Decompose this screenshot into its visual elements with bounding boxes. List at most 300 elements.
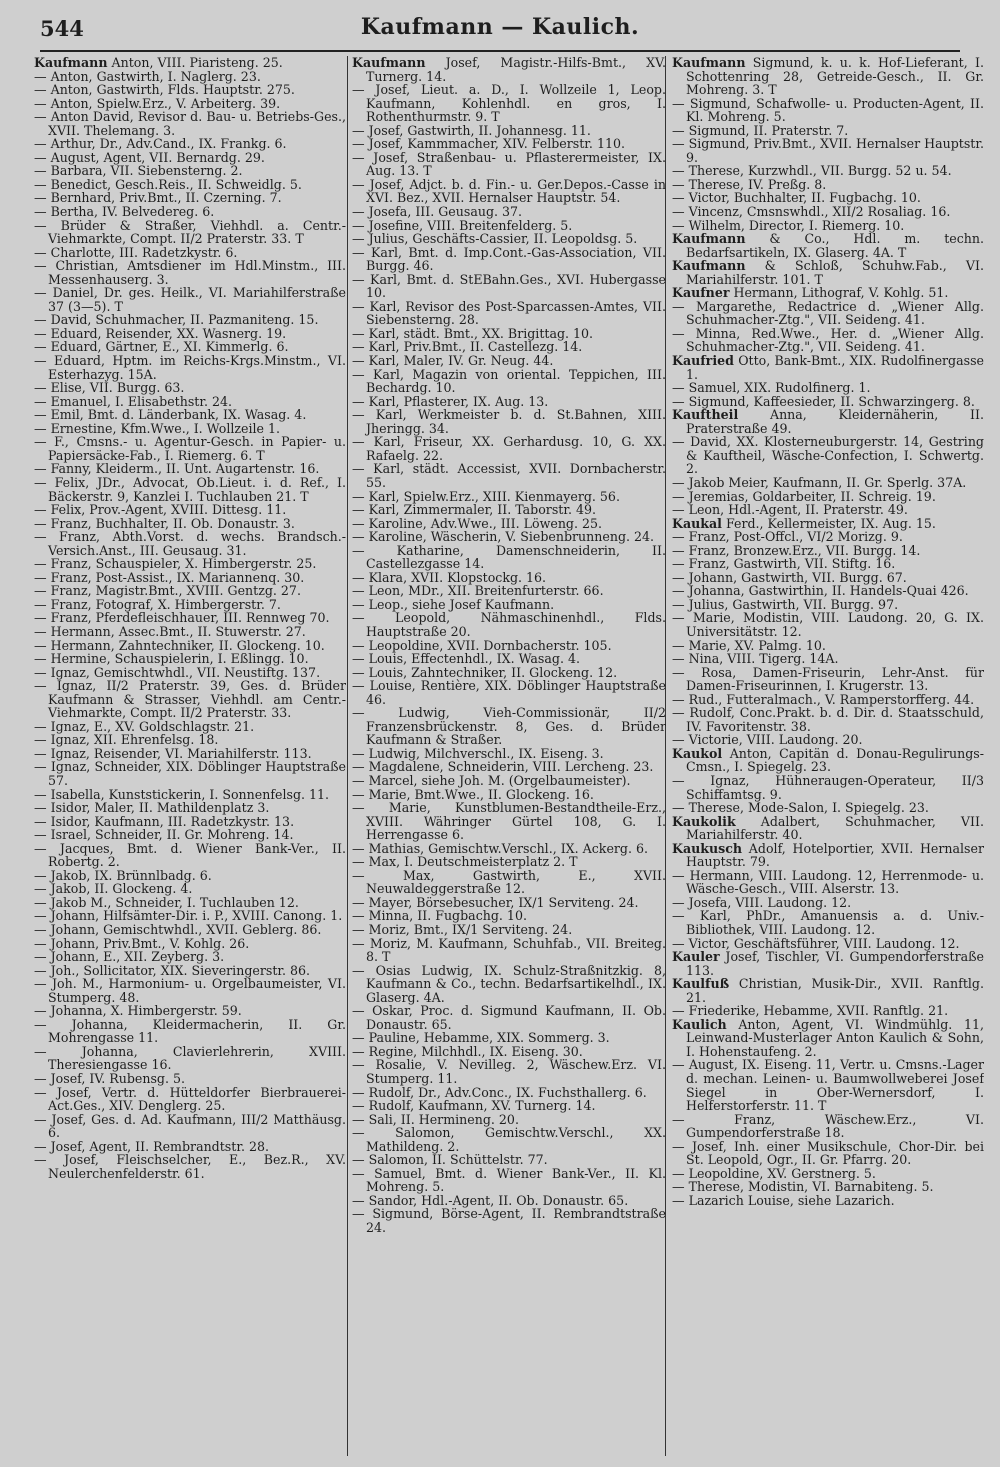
entry-text: Ferd., Kellermeister, IX. Aug. 15. (725, 515, 936, 531)
directory-entry (352, 923, 666, 937)
surname-heading: Kaufmann (672, 56, 746, 70)
entry-text: — Minna, II. Fugbachg. 10. (352, 908, 527, 924)
entry-text: Anton, VIII. Piaristeng. 25. (111, 56, 283, 70)
directory-entry (672, 178, 984, 192)
directory-entry (352, 395, 666, 409)
entry-text: — Hermine, Schauspielerin, I. Eßlingg. 10. (34, 651, 309, 667)
directory-entry (352, 855, 666, 869)
directory-entry (352, 1086, 666, 1100)
directory-entry (672, 435, 984, 476)
column-2 (352, 56, 666, 1456)
entry-text: — Bertha, IV. Belvedereg. 6. (34, 204, 215, 220)
entry-text: — Eduard, Gärtner, E., XI. Kimmerlg. 6. (34, 339, 289, 355)
directory-entry (352, 706, 666, 747)
entry-text: — Johanna, Gastwirthin, II. Handels-Quai 426. (672, 583, 969, 599)
directory-entry (352, 896, 666, 910)
directory-entry (352, 178, 666, 205)
directory-entry (672, 327, 984, 354)
directory-entry (34, 259, 346, 286)
entry-text: — Ignaz, Reisender, VI. Mariahilferstr. 113. (34, 745, 312, 761)
directory-entry (34, 1004, 346, 1018)
directory-entry (34, 191, 346, 205)
entry-text: — Samuel, XIX. Rudolfinerg. 1. (672, 380, 871, 396)
directory-entry (352, 964, 666, 1005)
entry-text: — Pauline, Hebamme, XIX. Sommerg. 3. (352, 1030, 610, 1046)
directory-entry (34, 923, 346, 937)
directory-entry (34, 882, 346, 896)
entry-text: — Johann, Gemischtwhdl., XVII. Geblerg. 86. (34, 922, 322, 937)
directory-entry (672, 530, 984, 544)
entry-text: — Therese, Modistin, VI. Barnabiteng. 5. (672, 1179, 934, 1195)
entry-text: — Rosa, Damen-Friseurin, Lehr-Anst. für Damen-Friseurinnen, I. Krugerstr. 13. (672, 664, 984, 694)
entry-text: — Sali, II. Hermineng. 20. (352, 1111, 519, 1127)
directory-entry (352, 639, 666, 653)
entry-text: — David, Schuhmacher, II. Pazmaniteng. 15. (34, 312, 319, 328)
directory-entry (34, 313, 346, 327)
directory-entry (352, 747, 666, 761)
directory-entry (34, 164, 346, 178)
surname-heading: Kaukal (672, 515, 722, 531)
directory-entry (672, 584, 984, 598)
directory-entry (672, 693, 984, 707)
surname-heading: Kaulfuß (672, 976, 730, 992)
entry-text: — Eduard, Hptm. im Reichs-Krgs.Minstm., VI. Esterhazyg. 15A. (34, 353, 346, 382)
entry-text: — Minna, Red.Wwe., Her. d. „Wiener Allg. Schuhmacher-Ztg.", VII. Seideng. 41. (672, 325, 984, 355)
entry-text: — Salomon, Gemischtw.Verschl., XX. Mathildeng. 2. (352, 1125, 666, 1154)
entry-text: — Mathias, Gemischtw.Verschl., IX. Ackerg. 6. (352, 840, 648, 856)
directory-entry (672, 909, 984, 936)
entry-text: — Ignaz, E., XV. Goldschlagstr. 21. (34, 718, 255, 734)
directory-entry (672, 896, 984, 910)
directory-entry (34, 625, 346, 639)
entry-text: — Karoline, Adv.Wwe., III. Löweng. 25. (352, 515, 603, 531)
entry-text: — Rudolf, Conc.Prakt. b. d. Dir. d. Staatsschuld, IV. Favoritenstr. 38. (672, 705, 984, 734)
directory-entry (352, 300, 666, 327)
directory-entry (672, 869, 984, 896)
entry-text: — Nina, VIII. Tigerg. 14A. (672, 651, 839, 667)
entry-text: — Julius, Geschäfts-Cassier, II. Leopoldsg. 5. (352, 231, 638, 247)
entry-text: — Klara, XVII. Klopstockg. 16. (352, 569, 547, 585)
entry-text: — Franz, Fotograf, X. Himbergerstr. 7. (34, 596, 281, 612)
entry-text: — Josef, Ges. d. Ad. Kaufmann, III/2 Matthäusg. 6. (34, 1111, 346, 1141)
entry-text: — Karl, Pflasterer, IX. Aug. 13. (352, 393, 549, 409)
entry-text: Adalbert, Schuhmacher, VII. Mariahilferstr. 40. (686, 813, 984, 843)
entry-text: — Marie, Kunstblumen-Bestandtheile-Erz., XVIII. Währinger Gürtel 108, G. I. Herrengasse 6. (352, 800, 666, 843)
surname-heading: Kaufmann (34, 56, 108, 70)
entry-text: — Isidor, Kaufmann, III. Radetzkystr. 13. (34, 813, 295, 829)
directory-entry (352, 517, 666, 531)
directory-entry (672, 544, 984, 558)
directory-entry (34, 869, 346, 883)
directory-entry (672, 639, 984, 653)
directory-entry (672, 774, 984, 801)
entry-text: — Johann, Gastwirth, VII. Burgg. 67. (672, 569, 907, 585)
entry-text: — Leopold, Nähmaschinenhdl., Flds. Hauptstraße 20. (352, 610, 666, 639)
surname-heading: Kauler (672, 949, 720, 965)
directory-entry (672, 205, 984, 219)
entry-text: — Johanna, X. Himbergerstr. 59. (34, 1003, 242, 1019)
directory-entry (352, 530, 666, 544)
directory-entry (34, 530, 346, 557)
directory-entry (672, 381, 984, 395)
directory-entry (352, 1153, 666, 1167)
entry-text: — Karl, Revisor des Post-Sparcassen-Amtes, VII. Siebensterng. 28. (352, 298, 666, 328)
directory-entry (352, 652, 666, 666)
entry-text: — August, Agent, VII. Bernardg. 29. (34, 149, 265, 165)
directory-entry (34, 598, 346, 612)
entry-text: — August, IX. Eiseng. 11, Vertr. u. Cmsns.-Lager d. mechan. Leinen- u. Baumwollweberei Josef Siegel in Ober-Wernersdorf, I. Helferstorferstr. 11. T (672, 1057, 984, 1114)
entry-text: — Benedict, Gesch.Reis., II. Schweidlg. 5. (34, 176, 302, 192)
entry-text: — Leop., siehe Josef Kaufmann. (352, 596, 555, 612)
entry-text: — Rudolf, Kaufmann, XV. Turnerg. 14. (352, 1098, 596, 1114)
directory-entry (352, 340, 666, 354)
directory-entry (34, 1113, 346, 1140)
directory-entry (34, 1140, 346, 1154)
directory-entry (34, 801, 346, 815)
entry-text: — Josef, Straßenbau- u. Pflasterermeister, IX. Aug. 13. T (352, 149, 666, 179)
entry-text: — Marie, Bmt.Wwe., II. Glockeng. 16. (352, 786, 594, 802)
entry-text: — Ignaz, Gemischtwhdl., VII. Neustiftg. 137. (34, 664, 321, 680)
entry-text: — Karl, Priv.Bmt., II. Castellezg. 14. (352, 339, 583, 355)
directory-entry (34, 286, 346, 313)
directory-entry (34, 422, 346, 436)
entry-text: — Franz, Post-Offcl., VI/2 Morizg. 9. (672, 529, 903, 545)
entry-text: Hermann, Lithograf, V. Kohlg. 51. (733, 285, 949, 301)
directory-entry (672, 937, 984, 951)
directory-entry (672, 490, 984, 504)
directory-entry (34, 205, 346, 219)
entry-text: — Karl, Bmt. d. Imp.Cont.-Gas-Association, VII. Burgg. 46. (352, 244, 666, 274)
directory-entry (352, 1194, 666, 1208)
directory-entry (352, 666, 666, 680)
entry-text: — Julius, Gastwirth, VII. Burgg. 97. (672, 596, 899, 612)
directory-entry (34, 788, 346, 802)
entry-text: — Lazarich Louise, siehe Lazarich. (672, 1192, 895, 1208)
directory-entry (352, 598, 666, 612)
directory-entry (34, 151, 346, 165)
directory-entry (34, 137, 346, 151)
entry-text: — David, XX. Klosterneuburgerstr. 14, Gestring & Kauftheil, Wäsche-Confection, I. Schwertg. 2. (672, 434, 984, 477)
entry-text: & Co., Hdl. m. techn. Bedarfsartikeln, IX. Glaserg. 4A. T (686, 231, 984, 260)
entry-text: — Jakob M., Schneider, I. Tuchlauben 12. (34, 894, 299, 910)
entry-text: — Rud., Futteralmach., V. Ramperstorfferg. 44. (672, 691, 975, 707)
directory-entry (34, 815, 346, 829)
entry-text: — Franz, Buchhalter, II. Ob. Donaustr. 3. (34, 515, 295, 531)
directory-entry (672, 706, 984, 733)
directory-entry (34, 178, 346, 192)
directory-entry (672, 842, 984, 869)
directory-entry (672, 977, 984, 1004)
entry-text: — Johann, E., XII. Zeyberg. 3. (34, 949, 225, 965)
entry-text: — Josef, Agent, II. Rembrandtstr. 28. (34, 1138, 270, 1154)
entry-text: — Fanny, Kleiderm., II. Unt. Augartenstr. 16. (34, 461, 320, 477)
entry-text: — Franz, Schauspieler, X. Himbergerstr. 25. (34, 556, 317, 572)
entry-text: — Elise, VII. Burgg. 63. (34, 380, 185, 396)
directory-entry (672, 1180, 984, 1194)
page-number: 544 (40, 16, 84, 41)
directory-entry (672, 950, 984, 977)
directory-entry (672, 56, 984, 97)
entry-text: — Karl, PhDr., Amanuensis a. d. Univ.-Bibliothek, VIII. Laudong. 12. (672, 908, 984, 937)
entry-text: — Josef, Fleischselcher, E., Bez.R., XV. Neulerchenfelderstr. 61. (34, 1152, 346, 1181)
entry-text: — Salomon, II. Schüttelstr. 77. (352, 1152, 548, 1168)
entry-text: — Jacques, Bmt. d. Wiener Bank-Ver., II. Robertg. 2. (34, 840, 346, 870)
directory-entry (34, 652, 346, 666)
directory-entry (672, 747, 984, 774)
directory-entry (34, 1072, 346, 1086)
directory-entry (352, 56, 666, 83)
directory-entry (34, 354, 346, 381)
entry-text: — Sigmund, Börse-Agent, II. Rembrandtstraße 24. (352, 1206, 666, 1236)
directory-entry (34, 83, 346, 97)
surname-heading: Kaufner (672, 285, 730, 301)
entry-text: — Franz, Wäschew.Erz., VI. Gumpendorferstraße 18. (672, 1111, 984, 1141)
entry-text: — Therese, Mode-Salon, I. Spiegelg. 23. (672, 800, 929, 816)
directory-entry (352, 611, 666, 638)
entry-text: Anna, Kleidernäherin, II. Praterstraße 49. (686, 407, 984, 436)
directory-entry (352, 246, 666, 273)
directory-entry (672, 503, 984, 517)
entry-text: — Magdalene, Schneiderin, VIII. Lercheng. 23. (352, 759, 654, 775)
entry-text: — Hermann, Zahntechniker, II. Glockeng. 10. (34, 637, 325, 653)
directory-entry (34, 219, 346, 246)
directory-entry (34, 571, 346, 585)
directory-entry (34, 909, 346, 923)
directory-entry (34, 977, 346, 1004)
directory-entry (672, 1167, 984, 1181)
directory-entry (352, 571, 666, 585)
directory-entry (672, 652, 984, 666)
directory-entry (352, 788, 666, 802)
directory-entry (34, 381, 346, 395)
directory-entry (34, 395, 346, 409)
directory-entry (672, 571, 984, 585)
entry-text: — Karoline, Wäscherin, V. Siebenbrunneng. 24. (352, 529, 655, 545)
entry-text: — Karl, Zimmermaler, II. Taborstr. 49. (352, 502, 597, 518)
entry-text: — Therese, IV. Preßg. 8. (672, 176, 827, 192)
entry-text: — Isidor, Maler, II. Mathildenplatz 3. (34, 800, 270, 816)
directory-entry (34, 503, 346, 517)
directory-entry (34, 842, 346, 869)
directory-entry (672, 354, 984, 381)
entry-text: — Charlotte, III. Radetzkystr. 6. (34, 244, 238, 260)
entry-text: — Louis, Effectenhdl., IX. Wasag. 4. (352, 651, 580, 667)
entry-text: — Sigmund, Kaffeesieder, II. Schwarzingerg. 8. (672, 393, 975, 409)
entry-text: — Leopoldine, XVII. Dornbacherstr. 105. (352, 637, 612, 653)
entry-text: — Anton David, Revisor d. Bau- u. Betriebs-Ges., XVII. Thelemang. 3. (34, 109, 346, 138)
entry-text: — Mayer, Börsebesucher, IX/1 Serviteng. 24. (352, 894, 639, 910)
directory-entry (352, 354, 666, 368)
entry-text: Josef, Tischler, VI. Gumpendorferstraße 113. (686, 949, 984, 978)
entry-text: — Franz, Post-Assist., IX. Mariannenq. 30. (34, 569, 305, 585)
directory-entry (672, 611, 984, 638)
directory-entry (352, 842, 666, 856)
directory-entry (672, 97, 984, 124)
entry-text: — Sigmund, Priv.Bmt., XVII. Hernalser Hauptstr. 9. (672, 136, 984, 165)
entry-text: — Barbara, VII. Siebensterng. 2. (34, 163, 243, 179)
entry-text: — Josefine, VIII. Breitenfelderg. 5. (352, 217, 573, 233)
directory-entry (672, 219, 984, 233)
entry-text: — Eduard, Reisender, XX. Wasnerg. 19. (34, 325, 287, 341)
entry-text: — Daniel, Dr. ges. Heilk., VI. Mariahilferstraße 37 (3—5). T (34, 285, 346, 314)
entry-text: — Jakob, II. Glockeng. 4. (34, 881, 193, 897)
entry-text: — Karl, Spielw.Erz., XIII. Kienmayerg. 56. (352, 488, 620, 504)
entry-text: — Franz, Gastwirth, VII. Stiftg. 16. (672, 556, 896, 572)
directory-entry (34, 1045, 346, 1072)
header-rule (40, 50, 960, 52)
directory-entry (352, 83, 666, 124)
entry-text: — Max, Gastwirth, E., XVII. Neuwaldeggerstraße 12. (352, 867, 666, 897)
directory-entry (34, 557, 346, 571)
directory-entry (352, 1126, 666, 1153)
entry-text: — Leopoldine, XV. Gerstnerg. 5. (672, 1165, 876, 1181)
directory-entry (352, 205, 666, 219)
entry-text: — Samuel, Bmt. d. Wiener Bank-Ver., II. Kl. Mohreng. 5. (352, 1165, 666, 1195)
entry-text: — Margarethe, Redactrice d. „Wiener Allg. Schuhmacher-Ztg.", VII. Seideng. 41. (672, 298, 984, 328)
directory-entry (352, 869, 666, 896)
entry-text: — Sandor, Hdl.-Agent, II. Ob. Donaustr. 65. (352, 1192, 629, 1208)
entry-text: — Brüder & Straßer, Viehhdl. a. Centr.-Viehmarkte, Compt. II/2 Praterstr. 33. T (34, 217, 346, 247)
entry-text: Anton, Agent, VI. Windmühlg. 11, Leinwand-Musterlager Anton Kaulich & Sohn, I. Hohenstaufeng. 2. (686, 1016, 984, 1059)
entry-text: — Wilhelm, Director, I. Riemerg. 10. (672, 217, 905, 233)
directory-entry (34, 950, 346, 964)
directory-entry (34, 828, 346, 842)
entry-text: Adolf, Hotelportier, XVII. Hernalser Hauptstr. 79. (686, 840, 984, 870)
surname-heading: Kaufmann (672, 258, 746, 274)
column-1 (34, 56, 346, 1456)
directory-entry (672, 1018, 984, 1059)
entry-text: — Karl, Friseur, XX. Gerhardusg. 10, G. XX. Rafaelg. 22. (352, 434, 666, 463)
entry-text: — Friederike, Hebamme, XVII. Ranftlg. 21. (672, 1003, 949, 1019)
entry-text: — Josef, IV. Rubensg. 5. (34, 1071, 186, 1087)
directory-entry (352, 462, 666, 489)
directory-entry (34, 435, 346, 462)
entry-text: — Moriz, M. Kaufmann, Schuhfab., VII. Breiteg. 8. T (352, 935, 666, 965)
entry-text: — Johanna, Clavierlehrerin, XVIII. Theresiengasse 16. (34, 1043, 346, 1073)
directory-entry (352, 1099, 666, 1113)
directory-entry (672, 408, 984, 435)
directory-entry (672, 476, 984, 490)
entry-text: — F., Cmsns.- u. Agentur-Gesch. in Papier- u. Papiersäcke-Fab., I. Riemerg. 6. T (34, 434, 346, 463)
directory-entry (672, 666, 984, 693)
directory-entry (352, 909, 666, 923)
entry-text: — Ignaz, Hühneraugen-Operateur, II/3 Schiffamtsg. 9. (672, 772, 984, 802)
directory-entry (672, 1194, 984, 1208)
directory-entry (672, 395, 984, 409)
entry-text: — Anton, Gastwirth, I. Naglerg. 23. (34, 68, 261, 84)
entry-text: — Israel, Schneider, II. Gr. Mohreng. 14. (34, 827, 294, 843)
directory-entry (352, 774, 666, 788)
entry-text: — Arthur, Dr., Adv.Cand., IX. Frankg. 6. (34, 136, 287, 152)
entry-text: — Franz, Pferdefleischhauer, III. Rennweg 70. (34, 610, 330, 626)
directory-entry (352, 1167, 666, 1194)
entry-text: — Josef, Inh. einer Musikschule, Chor-Dir. bei St. Leopold, Ogr., II. Gr. Pfarrg. 20. (672, 1138, 984, 1168)
directory-entry (672, 1058, 984, 1112)
directory-entry (34, 964, 346, 978)
directory-entry (672, 733, 984, 747)
directory-entry (34, 584, 346, 598)
entry-text: — Josefa, VIII. Laudong. 12. (672, 894, 852, 910)
entry-text: — Anton, Spielw.Erz., V. Arbeiterg. 39. (34, 95, 281, 111)
entry-text: — Karl, Magazin von oriental. Teppichen, III. Bechardg. 10. (352, 366, 666, 396)
directory-entry (34, 70, 346, 84)
directory-entry (352, 801, 666, 842)
entry-text: — Oskar, Proc. d. Sigmund Kaufmann, II. Ob. Donaustr. 65. (352, 1003, 666, 1032)
entry-text: — Emanuel, I. Elisabethstr. 24. (34, 393, 233, 409)
entry-text: — Josef, Gastwirth, II. Johannesg. 11. (352, 122, 591, 138)
entry-text: Anton, Capitän d. Donau-Regulirungs-Cmsn., I. Spiegelg. 23. (686, 745, 984, 775)
directory-entry (352, 503, 666, 517)
directory-entry (352, 490, 666, 504)
directory-entry (352, 544, 666, 571)
directory-entry (352, 679, 666, 706)
directory-entry (352, 435, 666, 462)
entry-text: — Sigmund, Schafwolle- u. Producten-Agent, II. Kl. Mohreng. 5. (672, 95, 984, 125)
entry-text: — Karl, städt. Accessist, XVII. Dornbacherstr. 55. (352, 461, 666, 490)
directory-entry (352, 219, 666, 233)
directory-entry (672, 557, 984, 571)
entry-text: — Hermann, Assec.Bmt., II. Stuwerstr. 27. (34, 623, 306, 639)
directory-entry (352, 327, 666, 341)
directory-entry (34, 340, 346, 354)
entry-text: — Ignaz, Schneider, XIX. Döblinger Hauptstraße 57. (34, 759, 346, 788)
entry-text: — Johanna, Kleidermacherin, II. Gr. Mohrengasse 11. (34, 1016, 346, 1046)
entry-text: — Hermann, VIII. Laudong. 12, Herrenmode- u. Wäsche-Gesch., VIII. Alserstr. 13. (672, 867, 984, 897)
entry-text: — Jakob, IX. Brünnlbadg. 6. (34, 867, 212, 883)
directory-entry (672, 137, 984, 164)
directory-entry (352, 584, 666, 598)
entry-text: — Therese, Kurzwhdl., VII. Burgg. 52 u. 54. (672, 163, 952, 179)
entry-text: — Josef, Vertr. d. Hütteldorfer Bierbrauerei-Act.Ges., XIV. Denglerg. 25. (34, 1084, 346, 1114)
directory-entry (34, 1018, 346, 1045)
entry-text: — Leon, MDr., XII. Breitenfurterstr. 66. (352, 583, 604, 599)
directory-entry (34, 937, 346, 951)
entry-text: — Moriz, Bmt., IX/1 Serviteng. 24. (352, 922, 573, 937)
directory-entry (34, 110, 346, 137)
entry-text: — Felix, JDr., Advocat, Ob.Lieut. i. d. Ref., I. Bäckerstr. 9, Kanzlei I. Tuchlauben 21. T (34, 474, 346, 504)
directory-entry (34, 639, 346, 653)
directory-entry (34, 666, 346, 680)
directory-entry (672, 300, 984, 327)
entry-text: — Sigmund, II. Praterstr. 7. (672, 122, 849, 138)
directory-entry (34, 747, 346, 761)
directory-entry (34, 1086, 346, 1113)
surname-heading: Kaufmann (672, 231, 746, 247)
entry-text: — Ernestine, Kfm.Wwe., I. Wollzeile 1. (34, 420, 281, 436)
directory-entry (352, 273, 666, 300)
entry-text: — Josef, Lieut. a. D., I. Wollzeile 1, Leop. Kaufmann, Kohlenhdl. en gros, I. Rothenthurmstr. 9. T (352, 82, 666, 125)
directory-entry (352, 368, 666, 395)
entry-text: Sigmund, k. u. k. Hof-Lieferant, I. Schottenring 28, Getreide-Gesch., II. Gr. Mohreng. 3. T (686, 56, 984, 98)
entry-text: — Franz, Abth.Vorst. d. wechs. Brandsch.-Versich.Anst., III. Geusaug. 31. (34, 529, 346, 558)
entry-text: — Ignaz, XII. Ehrenfelsg. 18. (34, 732, 219, 748)
entry-text: — Victor, Geschäftsführer, VIII. Laudong. 12. (672, 935, 960, 951)
entry-text: — Marie, XV. Palmg. 10. (672, 637, 826, 653)
entry-text: Otto, Bank-Bmt., XIX. Rudolfinergasse 1. (686, 353, 984, 382)
entry-text: — Joh., Sollicitator, XIX. Sieveringerstr. 86. (34, 962, 311, 978)
entry-text: — Jakob Meier, Kaufmann, II. Gr. Sperlg. 37A. (672, 474, 967, 490)
directory-entry (672, 1113, 984, 1140)
directory-entry (34, 1153, 346, 1180)
surname-heading: Kaukolik (672, 813, 736, 829)
entry-text: — Felix, Prov.-Agent, XVIII. Dittesg. 11. (34, 502, 287, 518)
directory-entry (352, 124, 666, 138)
entry-text: — Karl, Bmt. d. StEBahn.Ges., XVI. Hubergasse 10. (352, 271, 666, 301)
entry-text: — Rosalie, V. Nevilleg. 2, Wäschew.Erz. VI. Stumperg. 11. (352, 1057, 666, 1087)
column-3 (672, 56, 984, 1456)
directory-entry (34, 760, 346, 787)
entry-text: — Vincenz, Cmsnswhdl., XII/2 Rosaliag. 16. (672, 204, 951, 220)
